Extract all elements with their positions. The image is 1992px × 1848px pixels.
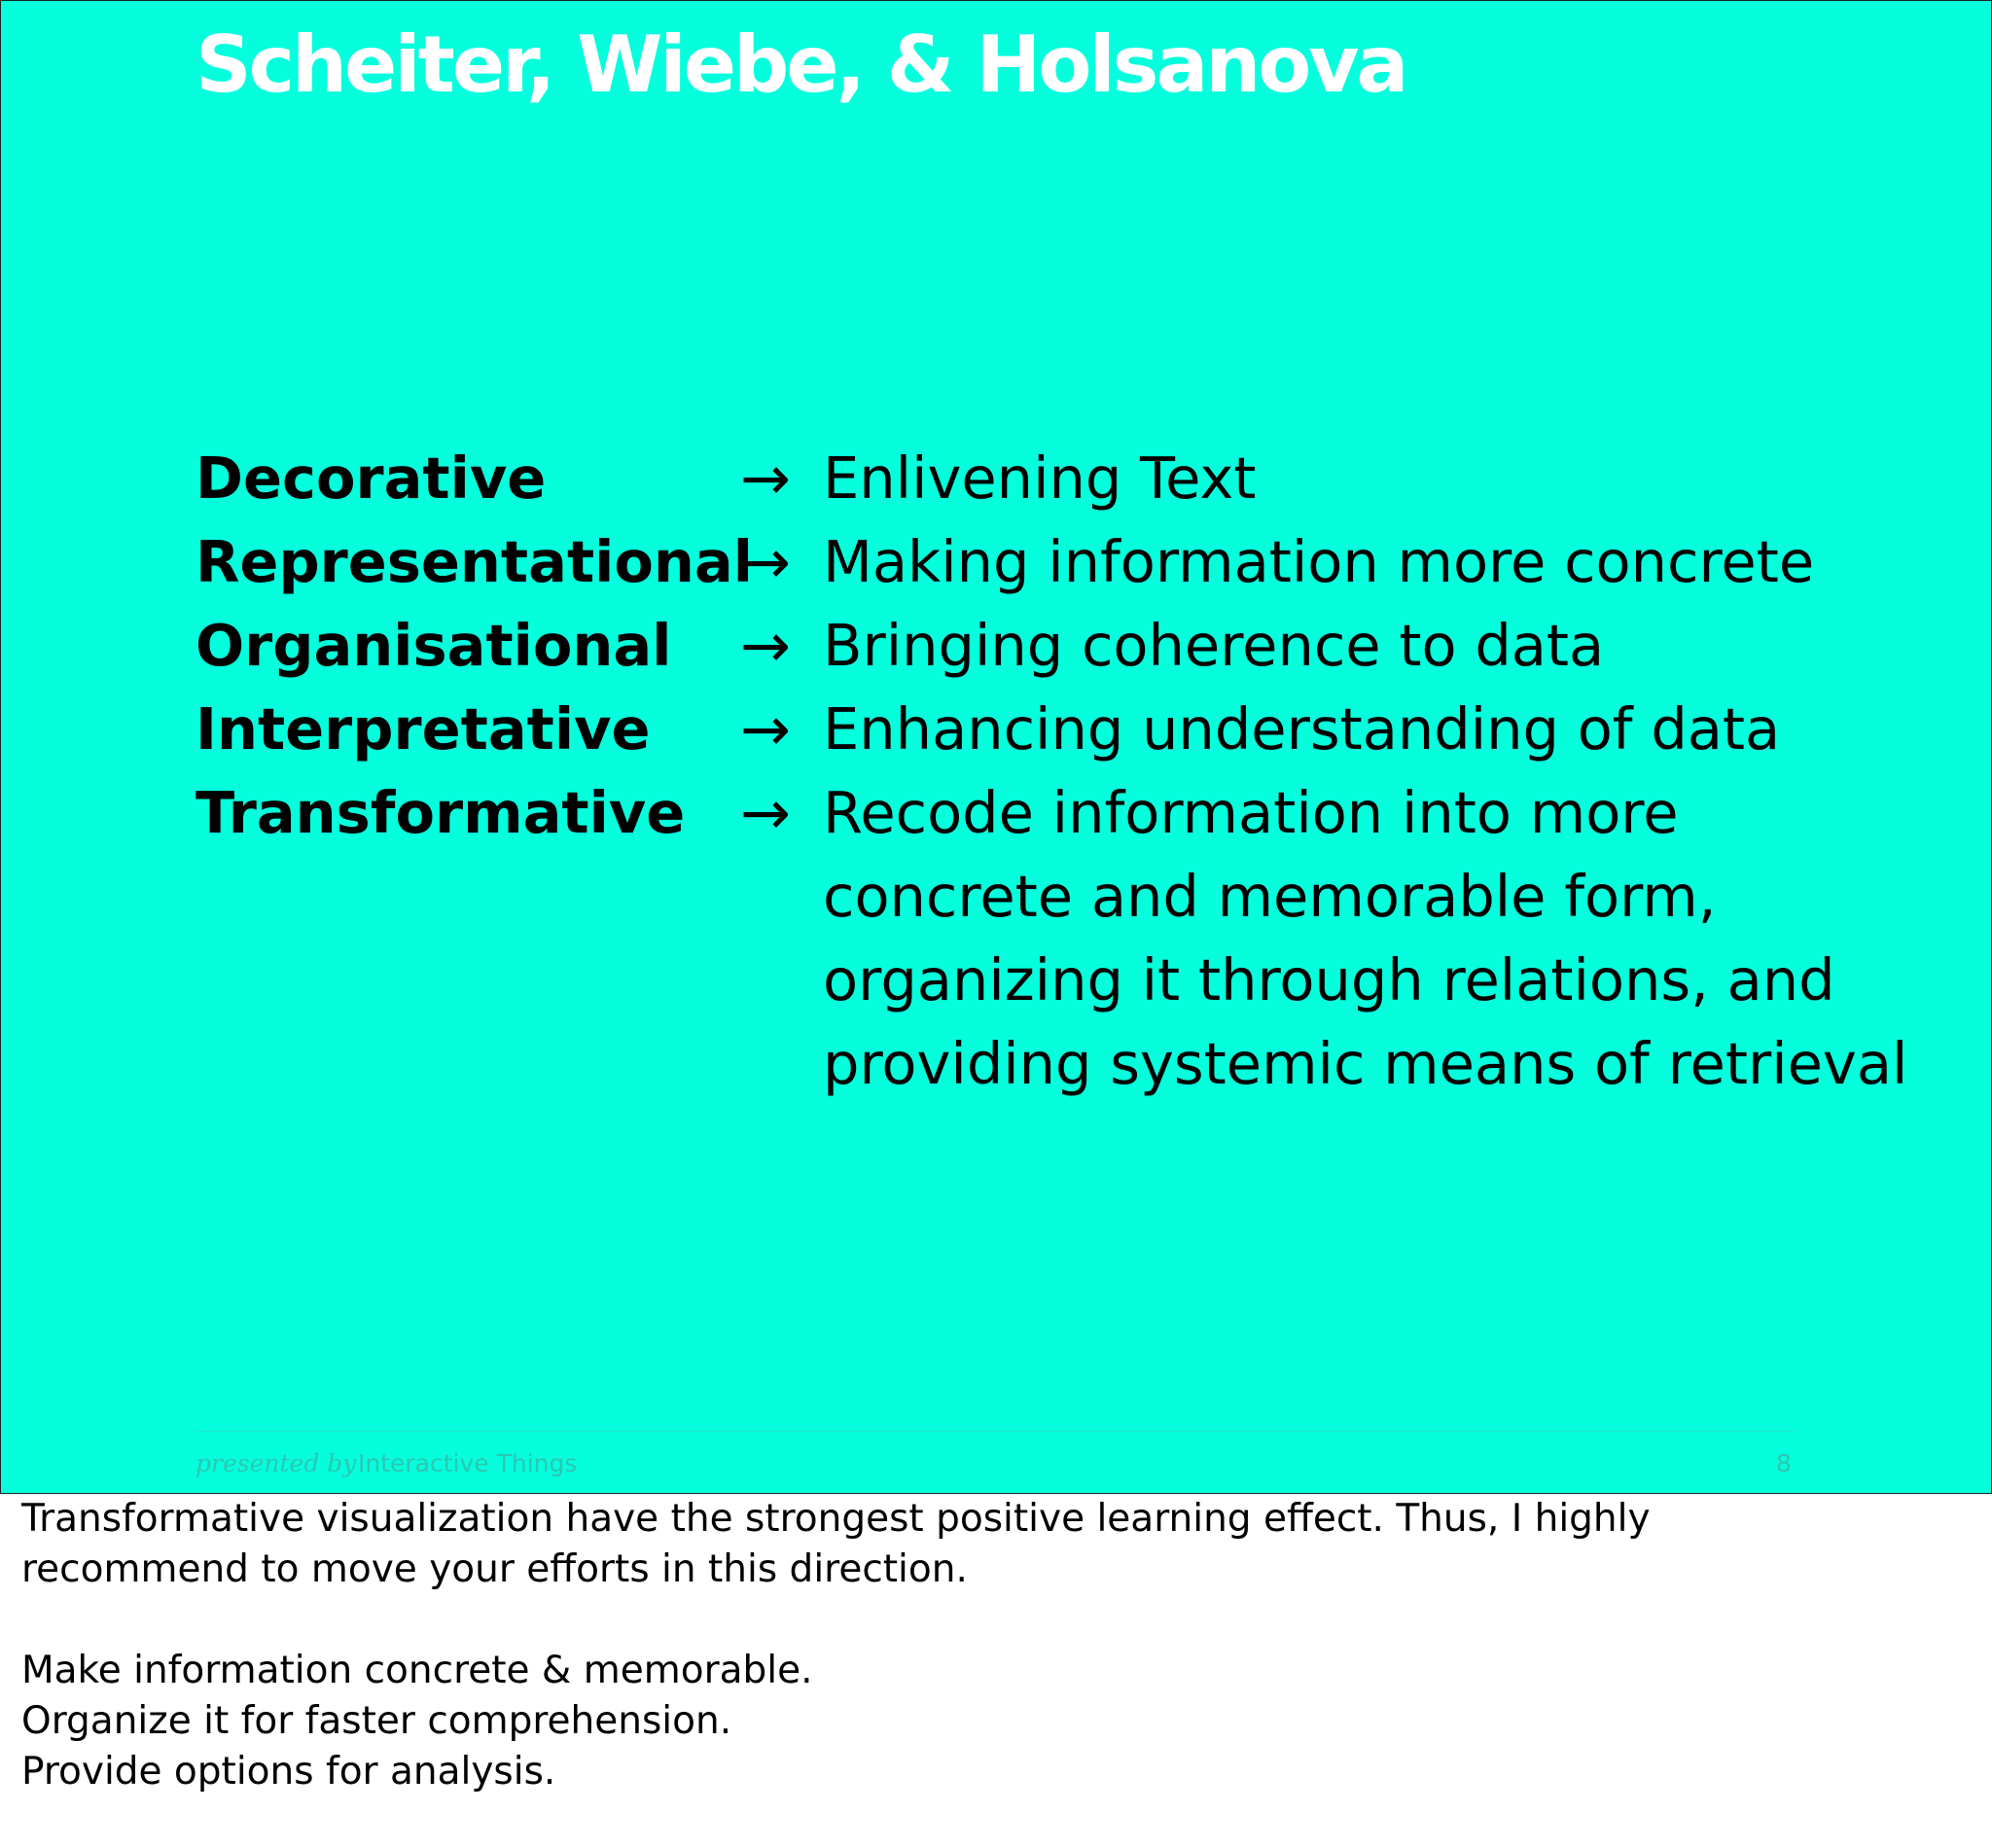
description-interpretative: Enhancing understanding of data [823,695,1781,763]
term-decorative: Decorative [196,444,547,512]
description-organisational: Bringing coherence to data [823,612,1605,679]
right-arrow-icon: → [740,443,791,514]
footer-presented-by: presented by [196,1449,357,1477]
slide-title: Scheiter, Wiebe, & Holsanova [196,19,1406,110]
notes-line: Make information concrete & memorable. [21,1649,813,1692]
right-arrow-icon: → [740,693,791,764]
description-transformative-line-4: providing systemic means of retrieval [823,1030,1908,1097]
description-representational: Making information more concrete [823,528,1815,595]
description-transformative-line-1: Recode information into more [823,779,1679,846]
term-representational: Representational [196,528,753,595]
notes-line: Organize it for faster comprehension. [21,1699,732,1743]
notes-line: Provide options for analysis. [21,1750,556,1794]
description-transformative-line-2: concrete and memorable form, [823,863,1717,930]
slide-page-number: 8 [1776,1449,1792,1477]
term-organisational: Organisational [196,612,672,679]
description-transformative-line-3: organizing it through relations, and [823,946,1835,1013]
footer-divider [196,1431,1796,1432]
notes-line: recommend to move your efforts in this direction. [21,1547,968,1591]
right-arrow-icon: → [740,526,791,597]
description-decorative: Enlivening Text [823,444,1257,512]
speaker-notes [21,1494,1957,1797]
notes-paragraph-gap [21,1595,1957,1646]
right-arrow-icon: → [740,777,791,848]
footer-company-name: Interactive Things [358,1449,578,1477]
notes-line: Transformative visualization have the strongest positive learning effect. Thus, I highly [21,1497,1651,1541]
term-transformative: Transformative [196,779,686,846]
right-arrow-icon: → [740,610,791,681]
term-interpretative: Interpretative [196,695,651,763]
